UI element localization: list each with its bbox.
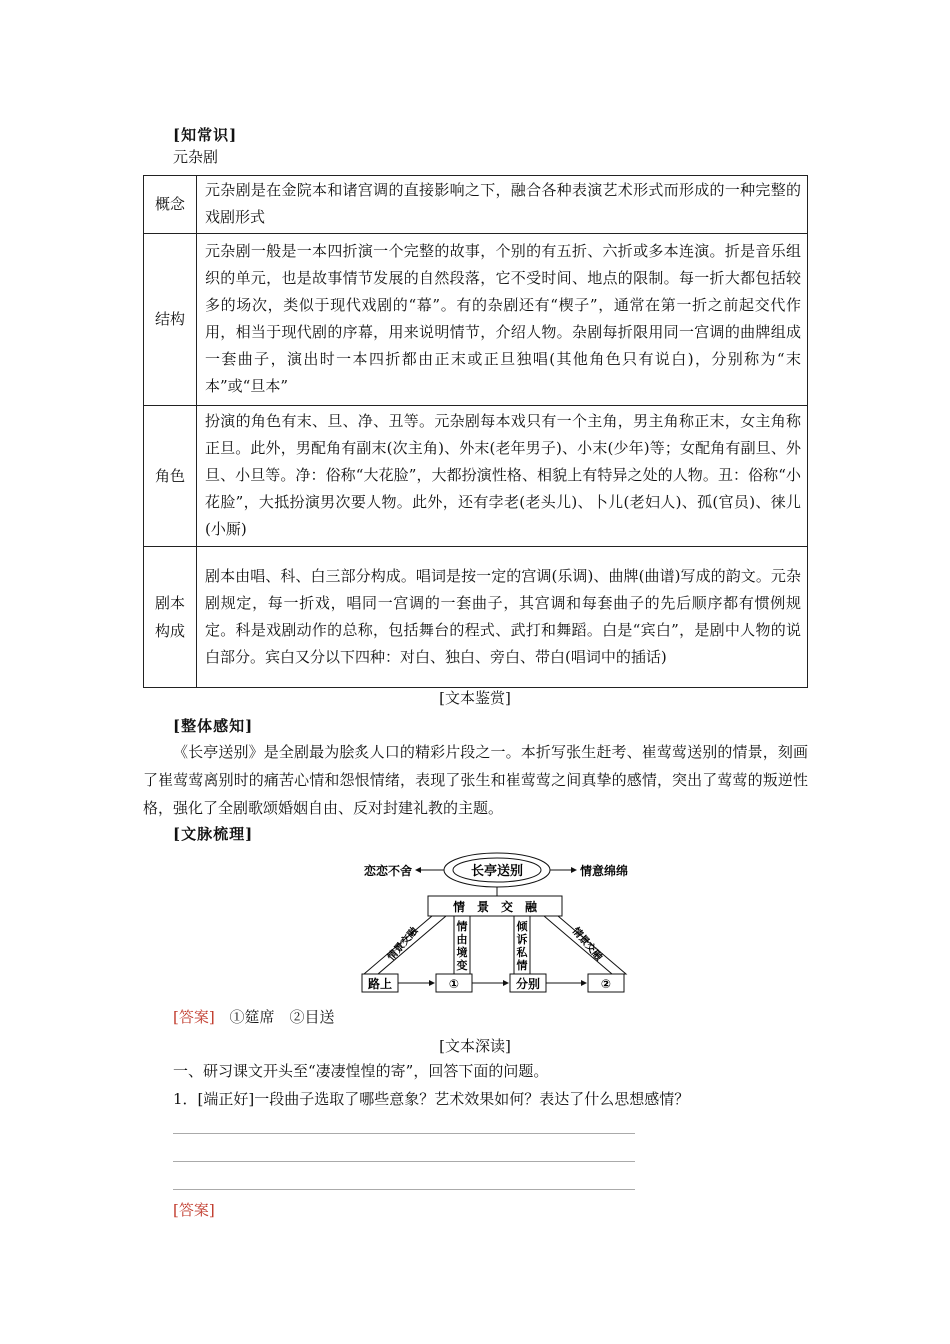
- structure-diagram: [350, 848, 640, 996]
- mid-column-2-char: 倾诉私情: [516, 920, 528, 972]
- reading-intro: 一、研习课文开头至“凄凄惶惶的寄”，回答下面的问题。: [173, 1062, 549, 1080]
- row-text: 元杂剧一般是一本四折演一个完整的故事，个别的有五折、六折或多本连演。折是音乐组织的单元，也是故事情节发展的自然段落，它不受时间、地点的限制。每一折大都包括较多的场次，类似于现代戏剧的“幕”。有的杂剧还有“楔子”，通常在第一折之前起交代作用，相当于现代剧的序幕，用来说明情节，介绍人物。杂剧每折限用同一宫调的曲牌组成一套曲子，演出时一本四折都由正末或正旦独唱(其他角色只有说白)，分别称为“末本”或“旦本”: [197, 234, 808, 406]
- row-label: 结构: [144, 234, 197, 406]
- question-1: 1．[端正好]一段曲子选取了哪些意象？艺术效果如何？表达了什么思想感情？: [173, 1090, 690, 1108]
- table-row: [144, 176, 808, 234]
- answer-text: ①筵席 ②目送: [229, 1008, 335, 1026]
- answer-line: [173, 1161, 635, 1162]
- table-row: [144, 547, 808, 688]
- left-band-label: 情景交融: [385, 925, 421, 964]
- right-label: 情意绵绵: [580, 864, 629, 878]
- row-label: 概念: [144, 176, 197, 234]
- emotion-box-label: 情 景 交 融: [452, 900, 538, 914]
- row-text: 扮演的角色有末、旦、净、丑等。元杂剧每本戏只有一个主角，男主角称正末，女主角称正旦。此外，男配角有副末(次主角)、外末(老年男子)、小末(少年)等；女配角有副旦、外旦、小旦等。净：俗称“大花脸”，大都扮演性格、相貌上有特异之处的人物。丑：俗称“小花脸”，大抵扮演男次要人物。此外，还有孛老(老头儿)、卜儿(老妇人)、孤(官员)、徕儿(小厮): [197, 406, 808, 547]
- row-label: 角色: [144, 406, 197, 547]
- row-label: [144, 547, 197, 688]
- row-text: 剧本由唱、科、白三部分构成。唱词是按一定的宫调(乐调)、曲牌(曲谱)写成的韵文。元杂剧规定，每一折戏，唱同一宫调的一套曲子，其宫调和每套曲子的先后顺序都有惯例规定。科是戏剧动作的总称，包括舞台的程式、武打和舞蹈。白是“宾白”，是剧中人物的说白部分。宾白又分以下四种：对白、独白、旁白、带白(唱词中的插话): [197, 547, 808, 688]
- section-title-deep-reading: [文本深读]: [439, 1037, 511, 1055]
- section-heading-overall: [整体感知]: [173, 717, 254, 735]
- node-2-label: ②: [600, 977, 612, 991]
- table-row: [144, 406, 808, 547]
- yuan-zaju-table: [143, 175, 808, 688]
- answer-row: [173, 1003, 335, 1031]
- answer-line: [173, 1133, 635, 1134]
- section-heading-knowledge: [知常识]: [173, 126, 238, 144]
- overall-paragraph: 《长亭送别》是全剧最为脍炙人口的精彩片段之一。本折写张生赶考、崔莺莺送别的情景，刻画了崔莺莺离别时的痛苦心情和怨恨情绪，表现了张生和崔莺莺之间真挚的感情，突出了莺莺的叛逆性格，强化了全剧歌颂婚姻自由、反对封建礼教的主题。: [143, 743, 808, 817]
- mid-column-1-char: 情由境变: [456, 920, 468, 972]
- node-road-label: 路上: [367, 977, 393, 991]
- row-label-text: 剧本构成: [154, 594, 185, 640]
- table-row: [144, 234, 808, 406]
- node-parting-label: 分别: [515, 977, 541, 991]
- row-text: 元杂剧是在金院本和诸宫调的直接影响之下，融合各种表演艺术形式而形成的一种完整的戏剧形式: [197, 176, 808, 234]
- answer-label: [答案]: [173, 1008, 215, 1026]
- section-title-appreciation: [文本鉴赏]: [439, 689, 511, 707]
- answer-line: [173, 1189, 635, 1190]
- right-band-label: 情景交融: [569, 925, 605, 964]
- center-label: 长亭送别: [470, 864, 524, 879]
- section-subtitle: 元杂剧: [173, 148, 219, 166]
- left-label: 恋恋不舍: [363, 864, 412, 878]
- answer-label-2: [答案]: [173, 1201, 215, 1219]
- section-heading-structure: [文脉梳理]: [173, 825, 254, 843]
- node-1-label: ①: [448, 977, 460, 991]
